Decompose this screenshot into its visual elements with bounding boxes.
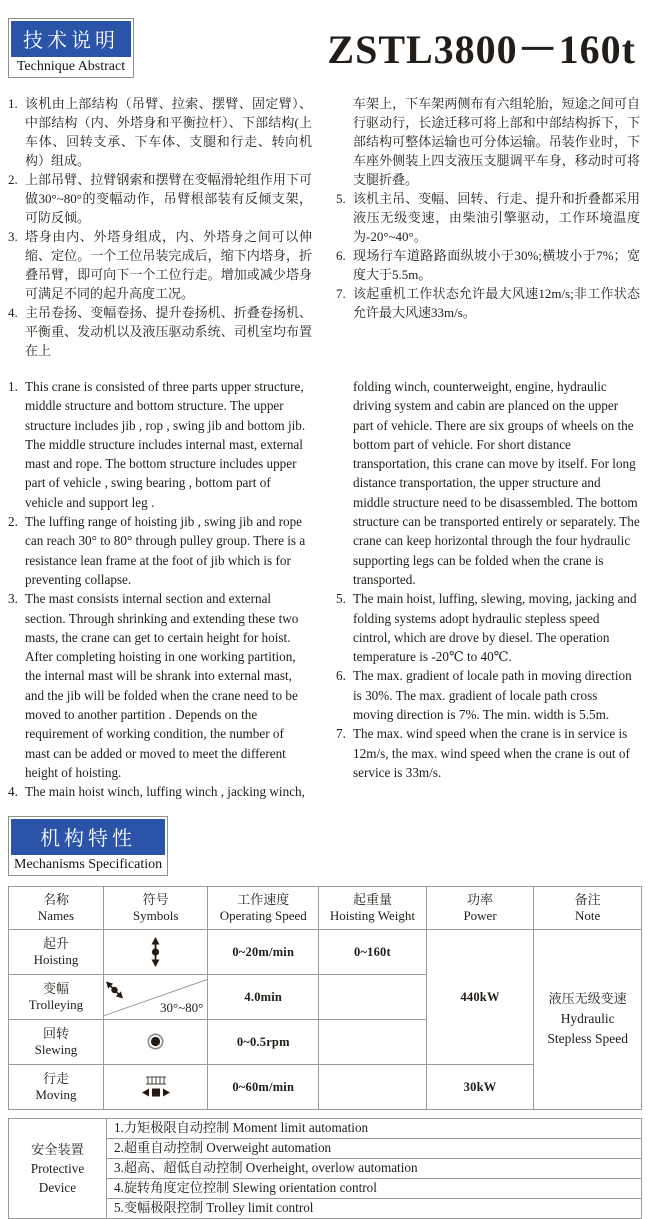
english-abstract-right-column — [336, 377, 640, 802]
slewing-weight — [319, 1019, 427, 1064]
chinese-abstract-right-column — [336, 94, 640, 360]
section-badge-mechanisms — [8, 816, 168, 876]
protective-device-name: 安全装置 Protective Device — [9, 1118, 107, 1218]
header-symbols: 符号 Symbols — [103, 886, 207, 929]
header-note: 备注 Note — [534, 886, 642, 929]
protective-item: 2.超重自动控制 Overweight automation — [106, 1138, 641, 1158]
trolleying-speed: 4.0min — [208, 974, 319, 1019]
abstract-item: 6. The max. gradient of locale path in moving direction is 30%. The max. gradient of locale path cross moving direction is 7%. The min. width is 5.5m. — [336, 668, 632, 723]
mechanisms-title-en: Mechanisms Specification — [14, 856, 163, 872]
abstract-item: 车架上，下车架两侧布有六组轮胎，短途之间可自行驱动行，长途迁移可将上部和中部结构拆下，下部结构可整体运输也可分体运输。吊装作业时，下车座外侧装上四支液压支腿调平车身，移动时可将支腿折叠。 — [353, 96, 640, 187]
slewing-speed: 0~0.5rpm — [208, 1019, 319, 1064]
page-title: ZSTL3800－160t — [327, 27, 636, 72]
technique-title-cn: 技术说明 — [11, 21, 131, 57]
abstract-item: 3. 塔身由内、外塔身组成，内、外塔身之间可以伸缩、定位。一个工位吊装完成后，缩下内塔身，折叠吊臂，即可向下一个工位行走。增加或减少塔身可满足不同的起升高度工况。 — [8, 229, 312, 301]
abstract-item: 7. 该起重机工作状态允许最大风速12m/s;非工作状态允许最大风速33m/s。 — [336, 286, 640, 320]
chinese-abstract-left-column — [8, 94, 312, 360]
power-value-merged: 440kW — [426, 929, 534, 1064]
mechanisms-spec-table — [8, 886, 642, 1110]
abstract-item: 4. 主吊卷扬、变幅卷扬、提升卷扬机、折叠卷扬机、平衡重、发动机以及液压驱动系统、司机室均布置在上 — [8, 305, 312, 358]
section-badge-technique — [8, 18, 134, 78]
abstract-item: 1. This crane is consisted of three parts upper structure, middle structure and bottom structure. The upper structure includes jib , rop , swing jib and bottom jib. The middle structure includes internal mast, external mast and rope. The bottom structure includes upper part of vehicle , swing bearing , bottom part of vehicle and support leg . — [8, 379, 306, 510]
moving-weight — [319, 1064, 427, 1109]
english-abstract — [0, 377, 650, 802]
abstract-item: 1. 该机由上部结构（吊臂、拉索、摆臂、固定臂）、中部结构（内、外塔身和平衡拉杆）、下部结构(上车体、回转支承、下车体、支腿和行走、转向机构）组成。 — [8, 96, 312, 168]
protective-row — [9, 1118, 642, 1138]
header-hoisting-weight: 起重量 Hoisting Weight — [319, 886, 427, 929]
spec-row-hoisting — [9, 929, 642, 974]
header-operating-speed: 工作速度 Operating Speed — [208, 886, 319, 929]
note-cell: 液压无级变速 Hydraulic Stepless Speed — [534, 929, 642, 1109]
page-header — [0, 0, 650, 78]
hoisting-name: 起升 Hoisting — [9, 929, 104, 974]
abstract-item: 7. The max. wind speed when the crane is in service is 12m/s, the max. wind speed when the crane is out of service is 33m/s. — [336, 726, 630, 780]
abstract-item: 2. 上部吊臂、拉臂钢索和摆臂在变幅滑轮组作用下可做30°~80°的变幅动作，吊臂根部装有反倾支架，可防反倾。 — [8, 172, 312, 225]
chinese-abstract — [0, 94, 650, 360]
protective-item: 5.变幅极限控制 Trolley limit control — [106, 1198, 641, 1218]
protective-item: 3.超高、超低自动控制 Overheight, overlow automation — [106, 1158, 641, 1178]
moving-symbol-icon — [103, 1064, 207, 1109]
slewing-name: 回转 Slewing — [9, 1019, 104, 1064]
mechanisms-title-cn: 机构特性 — [11, 819, 165, 855]
abstract-item: 5. 该机主吊、变幅、回转、行走、提升和折叠都采用液压无级变速，由柴油引擎驱动，工作环境温度为-20°~40°。 — [336, 191, 640, 244]
moving-name: 行走 Moving — [9, 1064, 104, 1109]
trolleying-weight — [319, 974, 427, 1019]
power-value-moving: 30kW — [426, 1064, 534, 1109]
abstract-item: 6. 现场行车道路路面纵坡小于30%;横坡小于7%；宽度大于5.5m。 — [336, 248, 640, 282]
abstract-item: 2. The luffing range of hoisting jib , swing jib and rope can reach 30° to 80° through pulley group. There is a resistance lean frame at the foot of jib which is for preventing collapse. — [8, 514, 306, 587]
hoisting-speed: 0~20m/min — [208, 929, 319, 974]
header-power: 功率 Power — [426, 886, 534, 929]
english-abstract-left-column — [8, 377, 312, 802]
slewing-symbol-icon — [103, 1019, 207, 1064]
moving-speed: 0~60m/min — [208, 1064, 319, 1109]
hoisting-symbol-icon — [103, 929, 207, 974]
protective-item: 4.旋转角度定位控制 Slewing orientation control — [106, 1178, 641, 1198]
abstract-item: 5. The main hoist, luffing, slewing, moving, jacking and folding systems adopt hydraulic stepless speed cintrol, which are drove by diesel. The operation temperature is -20℃ to 40℃. — [336, 591, 637, 665]
protective-item: 1.力矩极限自动控制 Moment limit automation — [106, 1118, 641, 1138]
abstract-item: folding winch, counterweight, engine, hydraulic driving system and cabin are planced on the upper part of vehicle. There are six groups of wheels on the bottom part of vehicle. For short distance transportation, this crane can move by itself. For long distance transportation, the upper structure and middle structure need to be disassembled. The bottom structure can be transported entirely or separately. The crane can keep horizontal through the four hydraulic supporting legs can be folded when the crane is transported. — [353, 379, 640, 587]
header-names: 名称 Names — [9, 886, 104, 929]
abstract-item: 3. The mast consists internal section and external section. Through shrinking and extending these two masts, the crane can get to certain height for hoist. After completing hoisting in one working partition, the internal mast will be shrank into external mast, and the jib will be folded when the crane need to be moved to another partition . Depends on the requirement of working condition, the number of mast can be added or moved to meet the different height of hoisting. — [8, 591, 299, 780]
abstract-item: 4. The main hoist winch, luffing winch , jacking winch, — [8, 784, 305, 800]
protective-device-table — [8, 1118, 642, 1219]
trolleying-name: 变幅 Trolleying — [9, 974, 104, 1019]
spec-table-header-row — [9, 886, 642, 929]
trolleying-symbol-icon — [103, 974, 207, 1019]
luffing-angle-label: 30°~80° — [159, 999, 204, 1015]
technique-title-en: Technique Abstract — [16, 59, 126, 74]
mechanisms-section-header — [0, 802, 650, 876]
hoisting-weight: 0~160t — [319, 929, 427, 974]
